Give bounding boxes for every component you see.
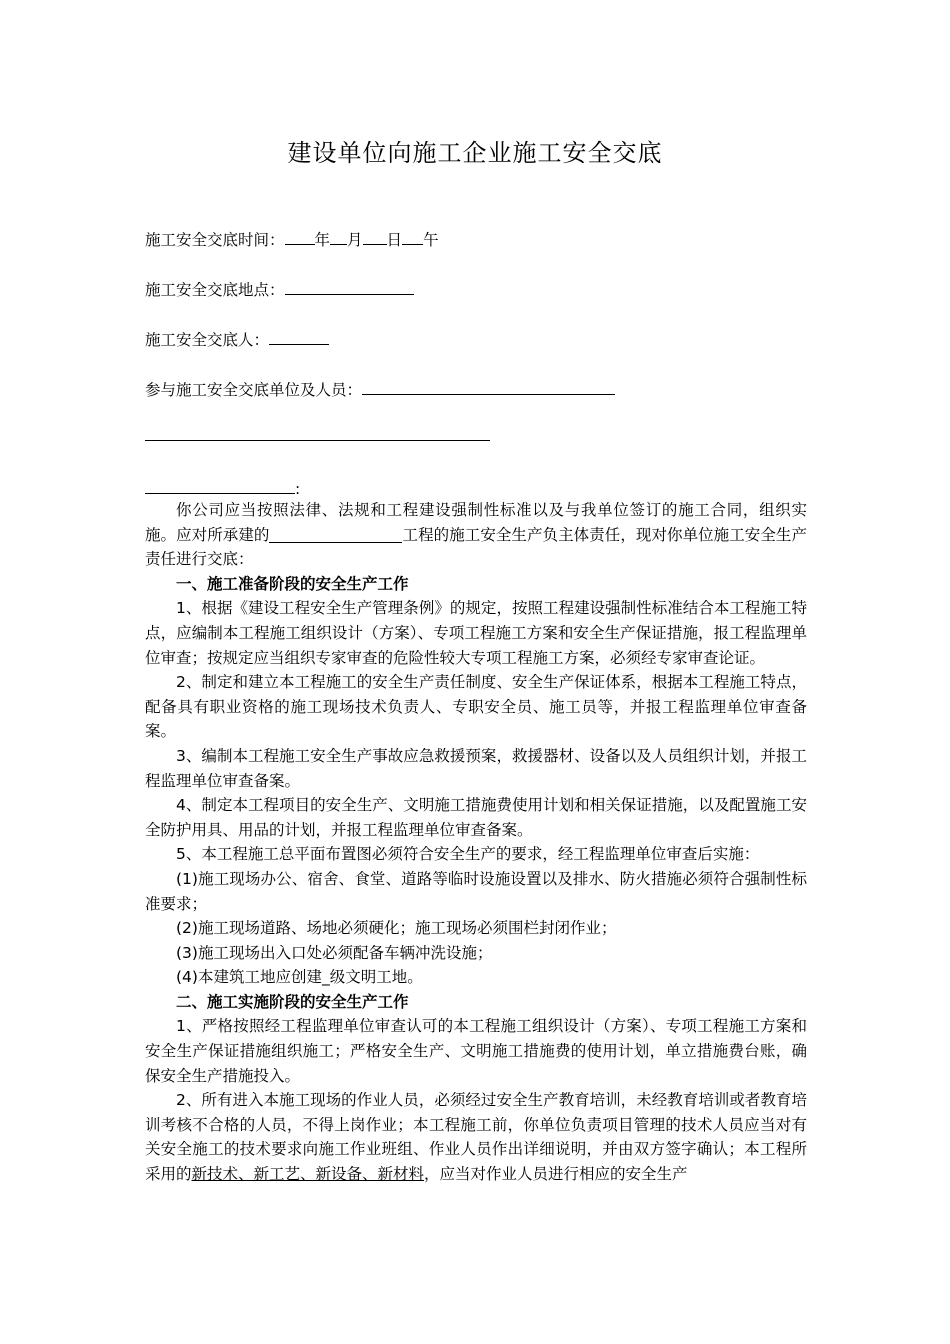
section1-subitem-1: (1)施工现场办公、宿舍、食堂、道路等临时设施设置以及排水、防火措施必须符合强制性标准要求；	[145, 869, 807, 913]
section1-item-1: 1、根据《建设工程安全生产管理条例》的规定，按照工程建设强制性标准结合本工程施工特点，应编制本工程施工组织设计（方案）、专项工程施工方案和安全生产保证措施，报工程监理单位审查；按规定应当组织专家审查的危险性较大专项工程施工方案，必须经专家审查论证。	[145, 599, 807, 667]
section1-item-3: 3、编制本工程施工安全生产事故应急救援预案，救援器材、设备以及人员组织计划，并报工程监理单位审查备案。	[145, 746, 807, 790]
section1-heading: 一、施工准备阶段的安全生产工作	[176, 574, 409, 593]
year-label: 年	[314, 231, 331, 249]
section2-item-1: 1、严格按照经工程监理单位审查认可的本工程施工组织设计（方案）、专项工程施工方案和安全生产保证措施组织施工；严格安全生产、文明施工措施费的使用计划，单立措施费台账，确保安全生产措施投入。	[145, 1017, 807, 1085]
participants-label: 参与施工安全交底单位及人员：	[145, 381, 363, 399]
section1-subitem-2: (2)施工现场道路、场地必须硬化；施工现场必须围栏封闭作业；	[176, 919, 617, 938]
time-label: 施工安全交底时间：	[145, 231, 285, 249]
section2-heading: 二、施工实施阶段的安全生产工作	[176, 992, 409, 1011]
place-blank[interactable]	[285, 278, 414, 295]
month-blank[interactable]	[330, 228, 347, 245]
disclosure-time-field	[145, 228, 439, 250]
person-blank[interactable]	[269, 328, 329, 345]
disclosure-person-field	[145, 328, 329, 350]
intro-text-b: 工程的施工安全生产负主体责任，现对你单位施工安全生产责任进行交底：	[145, 525, 807, 569]
section1-item-2: 2、制定和建立本工程施工的安全生产责任制度、安全生产保证体系，根据本工程施工特点，配备具有职业资格的施工现场技术负责人、专职安全员、施工员等，并报工程监理单位审查备案。	[145, 673, 807, 741]
section2-item-2	[145, 1088, 807, 1186]
section1-subitem-4: (4)本建筑工地应创建_级文明工地。	[176, 968, 423, 987]
noon-label: 午	[423, 231, 439, 249]
participants-field	[145, 378, 615, 400]
new-tech-underlined-text: 新技术、新工艺、新设备、新材料	[191, 1165, 425, 1184]
day-label: 日	[386, 231, 403, 249]
document-body	[145, 498, 807, 1187]
day-blank[interactable]	[363, 228, 387, 245]
month-label: 月	[347, 231, 363, 249]
intro-paragraph	[145, 498, 807, 572]
addressee-line	[145, 477, 300, 498]
project-name-blank[interactable]	[269, 525, 402, 543]
participants-blank-line[interactable]	[145, 440, 490, 441]
person-label: 施工安全交底人：	[145, 331, 270, 349]
disclosure-place-field	[145, 278, 414, 300]
intro-text-a: 你公司应当按照法律、法规和工程建设强制性标准以及与我单位签订的施工合同，组织实施。应对所承建的	[145, 501, 807, 544]
section1-item-5: 5、本工程施工总平面布置图必须符合安全生产的要求，经工程监理单位审查后实施：	[176, 845, 760, 864]
section1-subitem-3: (3)施工现场出入口处必须配备车辆冲洗设施；	[176, 943, 493, 962]
addressee-colon: :	[295, 480, 301, 498]
section1-item-4: 4、制定本工程项目的安全生产、文明施工措施费使用计划和相关保证措施，以及配置施工安全防护用具、用品的计划，并报工程监理单位审查备案。	[145, 796, 807, 839]
noon-blank[interactable]	[402, 228, 423, 245]
section2-item-2-text-b: ，应当对作业人员进行相应的安全生产	[424, 1165, 688, 1184]
addressee-blank[interactable]	[145, 477, 295, 494]
document-title: 建设单位向施工企业施工安全交底	[287, 139, 663, 167]
place-label: 施工安全交底地点：	[145, 281, 285, 299]
section2-item-2-text-a: 2、所有进入本施工现场的作业人员，必须经过安全生产教育培训，未经教育培训或者教育培训考核不合格的人员，不得上岗作业；本工程施工前，你单位负责项目管理的技术人员应当对有关安全施工的技术要求向施工作业班组、作业人员作出详细说明，并由双方签字确认；本工程所采用的	[145, 1091, 807, 1184]
participants-blank[interactable]	[362, 378, 615, 395]
year-blank[interactable]	[285, 228, 315, 245]
